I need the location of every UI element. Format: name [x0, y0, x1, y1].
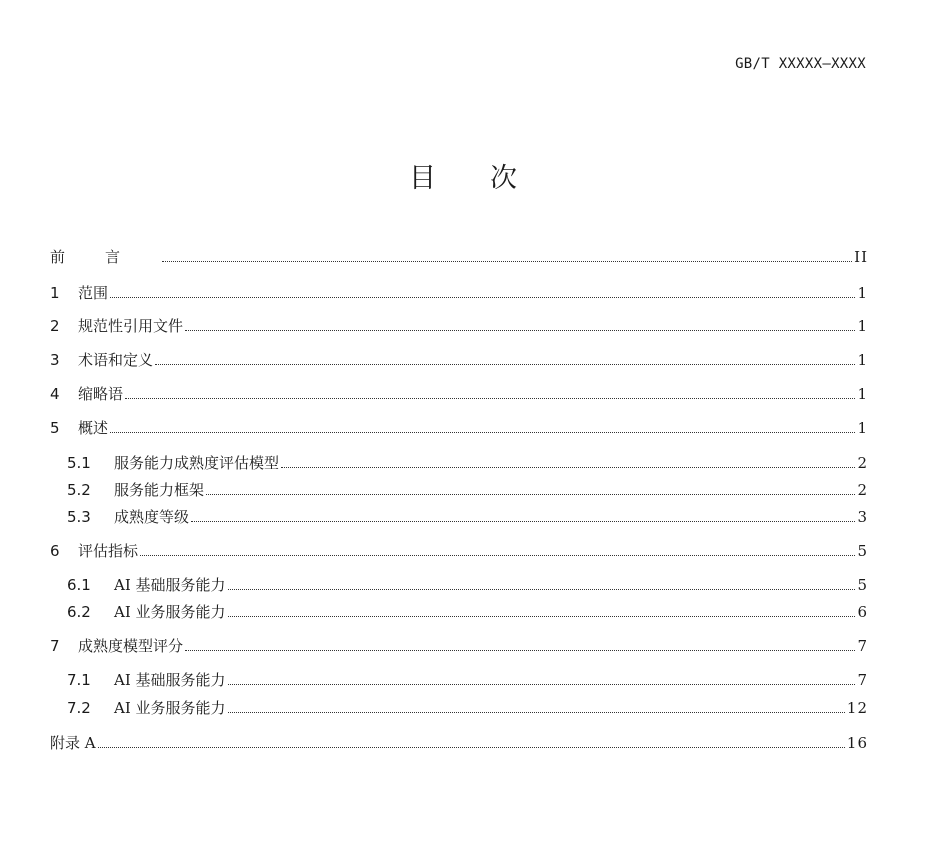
toc-entry-number: 5: [50, 419, 60, 437]
toc-entry-foreword[interactable]: [50, 244, 868, 266]
dot-leader: [228, 588, 856, 590]
toc-entry-page: 2: [857, 454, 868, 472]
dot-leader: [228, 615, 856, 617]
toc-entry-number: 3: [50, 351, 60, 369]
toc-entry-number: 2: [50, 317, 60, 335]
dot-leader: [228, 683, 856, 685]
toc-entry-label: 成熟度模型评分: [78, 637, 184, 655]
toc-entry-7[interactable]: [50, 633, 868, 655]
toc-entry-number: 4: [50, 385, 60, 403]
toc-entry-page: 5: [857, 576, 868, 594]
dot-leader: [155, 363, 855, 365]
toc-entry-page: 2: [857, 481, 868, 499]
toc-entry-page: 1: [857, 351, 868, 369]
dot-leader: [110, 296, 855, 298]
toc-entry-page: 1: [857, 419, 868, 437]
toc-entry-number: 7.1: [67, 671, 91, 689]
toc-entry-page: 1: [857, 284, 868, 302]
toc-entry-appendix-a[interactable]: [50, 730, 868, 752]
toc-entry-label: 服务能力成熟度评估模型: [114, 454, 280, 472]
toc-entry-5-2[interactable]: [67, 477, 868, 499]
toc-entry-label: AI 基础服务能力: [114, 671, 226, 689]
toc-entry-6-1[interactable]: [67, 572, 868, 594]
toc-entry-page: 1: [857, 385, 868, 403]
toc-entry-number: 6: [50, 542, 60, 560]
toc-entry-page: 12: [846, 699, 868, 717]
standard-code: GB/T XXXXX—XXXX: [735, 56, 866, 72]
dot-leader: [162, 260, 852, 262]
toc-entry-label: 缩略语: [78, 385, 124, 403]
toc-entry-number: 7.2: [67, 699, 91, 717]
toc-entry-5[interactable]: [50, 415, 868, 437]
toc-entry-label: 术语和定义: [78, 351, 154, 369]
toc-entry-label: AI 基础服务能力: [114, 576, 226, 594]
toc-entry-number: 5.3: [67, 508, 91, 526]
toc-entry-page: 5: [857, 542, 868, 560]
toc-entry-page: II: [854, 248, 868, 266]
dot-leader: [281, 466, 855, 468]
toc-entry-label: 概述: [78, 419, 109, 437]
toc-entry-label: 成熟度等级: [114, 508, 190, 526]
toc-entry-2[interactable]: [50, 313, 868, 335]
toc-entry-3[interactable]: [50, 347, 868, 369]
toc-entry-number: 5.1: [67, 454, 91, 472]
toc-entry-6-2[interactable]: [67, 599, 868, 621]
toc-entry-page: 16: [846, 734, 868, 752]
toc-entry-page: 3: [857, 508, 868, 526]
toc-entry-label: AI 业务服务能力: [114, 699, 226, 717]
toc-entry-page: 1: [857, 317, 868, 335]
toc-entry-page: 6: [857, 603, 868, 621]
toc-entry-7-1[interactable]: [67, 667, 868, 689]
dot-leader: [191, 520, 855, 522]
dot-leader: [98, 746, 845, 748]
toc-entry-7-2[interactable]: [67, 695, 868, 717]
dot-leader: [185, 329, 855, 331]
toc-entry-page: 7: [857, 637, 868, 655]
toc-entry-label: 前言: [50, 248, 161, 266]
toc-entry-1[interactable]: [50, 280, 868, 302]
toc-entry-number: 5.2: [67, 481, 91, 499]
toc-entry-label: AI 业务服务能力: [114, 603, 226, 621]
dot-leader: [185, 649, 855, 651]
toc-entry-4[interactable]: [50, 381, 868, 403]
toc-entry-5-3[interactable]: [67, 504, 868, 526]
toc-entry-label: 规范性引用文件: [78, 317, 184, 335]
toc-entry-number: 1: [50, 284, 60, 302]
dot-leader: [125, 397, 855, 399]
toc-title: 目次: [409, 163, 571, 194]
toc-entry-number: 6.2: [67, 603, 91, 621]
dot-leader: [228, 711, 845, 713]
toc-entry-5-1[interactable]: [67, 450, 868, 472]
toc-entry-label: 服务能力框架: [114, 481, 205, 499]
toc-entry-number: 6.1: [67, 576, 91, 594]
dot-leader: [140, 554, 855, 556]
toc-entry-page: 7: [857, 671, 868, 689]
toc-entry-label: 评估指标: [78, 542, 139, 560]
toc-entry-number: 7: [50, 637, 60, 655]
toc-entry-label: 附录 A: [50, 734, 96, 752]
toc-entry-label: 范围: [78, 284, 109, 302]
toc-entry-6[interactable]: [50, 538, 868, 560]
dot-leader: [110, 431, 855, 433]
dot-leader: [206, 493, 855, 495]
